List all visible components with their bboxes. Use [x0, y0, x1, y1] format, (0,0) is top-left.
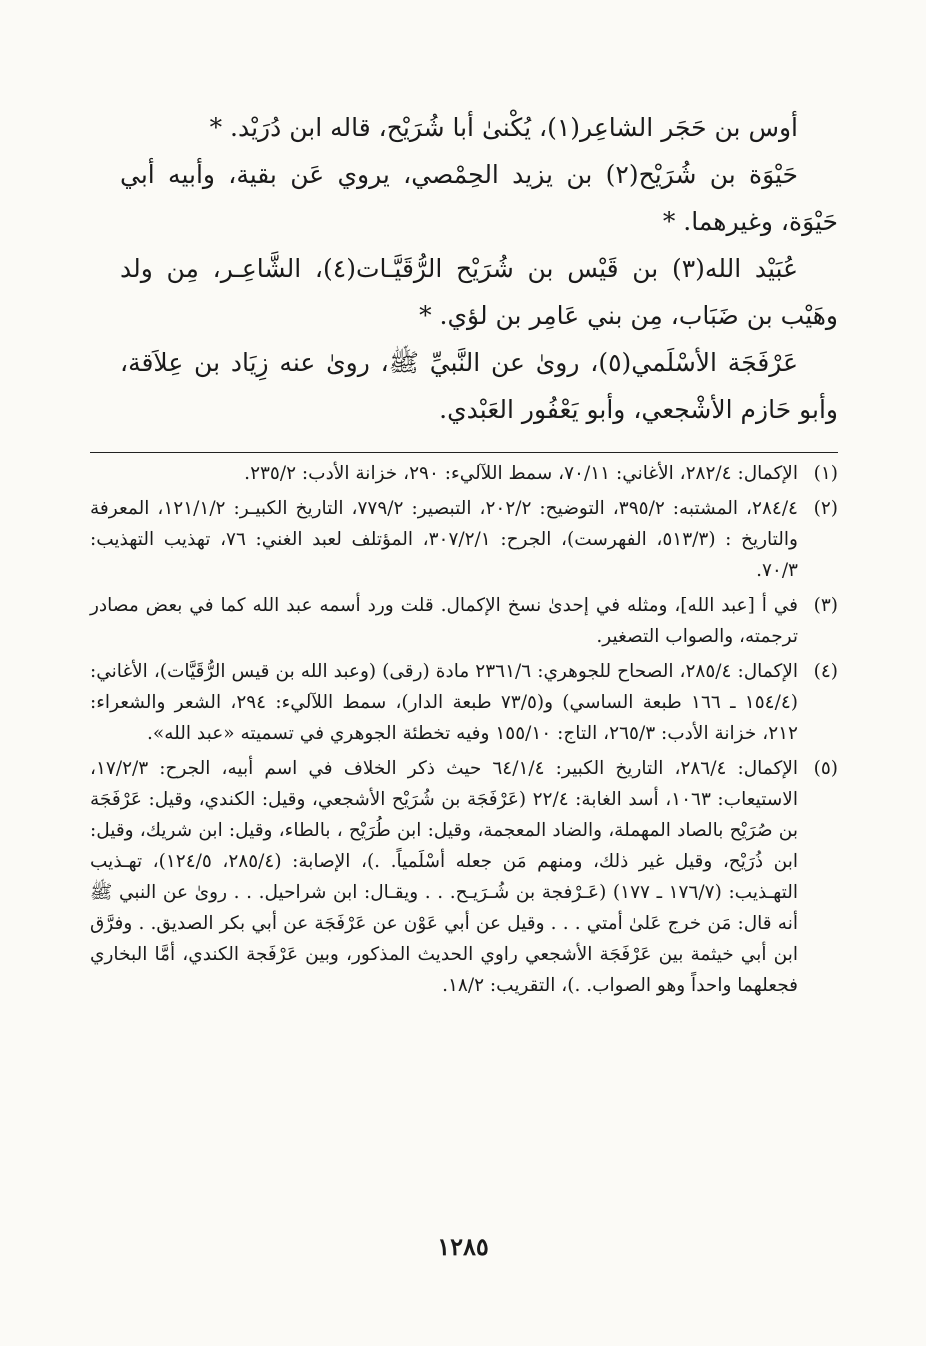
footnote-separator: [90, 452, 838, 453]
footnote-number: (٥): [813, 758, 838, 779]
entry-arfaja: عَرْفَجَة الأسْلَمي(٥)، روىٰ عن النَّبيِّ ﷺ، روىٰ عنه زِيَاد بن عِلاَقة، وأبو حَازم الأشْجعي، وأبو يَعْفُور العَبْدي.: [120, 348, 838, 424]
footnote-number: (١): [813, 463, 838, 484]
footnote-text: الإكمال: ٢٨٦/٤، التاريخ الكبير: ٦٤/١/٤ حيث ذكر الخلاف في اسم أبيه، الجرح: ١٧/٢/٣، الاستيعاب: ١٠٦٣، أسد الغابة: ٢٢/٤ (عَرْفَجَة بن شُرَيْح الأشجعي، وقيل: الكندي، وقيل: عَرْفَجَة بن صُرَيْح بالصاد المهملة، والضاد المعجمة، وقيل: ابن طُرَيْح ، بالطاء، وقيل: ابن شريك، وقيل: ابن ذُرَيْح، وقيل غير ذلك، ومنهم مَن جعله أسْلَمياً. .)، الإصابة: (٢٨٥/٤، ١٢٤/٥)، تهـذيب التهـذيب: (١٧٦/٧ ـ ١٧٧) (عَـرْفجة بن شُـرَيـح. . . ويقـال: ابن شراحيل. . . روىٰ عن النبي ﷺ أنه قال: مَن خرج عَلىٰ أمتي . . . وقيل عن أبي عَوْن عن عَرْفَجَة عن أبي بكر الصديق. . وفرَّق ابن أبي خيثمة بين عَرْفَجَة الأشجعي راوي الحديث المذكور، وبين عَرْفَجة الكندي، أمَّا البخاري فجعلهما واحداً وهو الصواب. .)، التقريب: ١٨/٢.: [90, 758, 799, 996]
footnote-3: [90, 590, 838, 652]
footnote-text: ٢٨٤/٤، المشتبه: ٣٩٥/٢، التوضيح: ٢٠٢/٢، التبصير: ٧٧٩/٢، التاريخ الكبيـر: ١٢١/١/٢، المعرفة والتاريخ : (٥١٣/٣، الفهرست)، الجرح: ٣٠٧/٢/١، المؤتلف لعبد الغني: ٧٦، تهذيب التهذيب: ٧٠/٣.: [90, 498, 798, 581]
main-text: [120, 104, 838, 433]
footnote-number: (٤): [813, 661, 838, 682]
footnote-number: (٢): [813, 498, 838, 519]
footnote-text: الإكمال: ٢٨٥/٤، الصحاح للجوهري: ٢٣٦١/٦ مادة (رقى) (وعبد الله بن قيس الرُّقَيَّات)، الأغاني: (١٥٤/٤ ـ ١٦٦ طبعة الساسي) و(٧٣/٥ طبعة الدار)، سمط اللآليء: ٢٩٤، الشعر والشعراء: ٢١٢، خزانة الأدب: ٢٦٥/٣، التاج: ١٥٥/١٠ وفيه تخطئة الجوهري في تسميته «عبد الله».: [90, 661, 799, 744]
footnote-4: [90, 656, 838, 749]
footnote-1: [90, 458, 838, 489]
entry-haywa: حَيْوَة بن شُرَيْح(٢) بن يزيد الحِمْصي، يروي عَن بقية، وأبيه أبي حَيْوَة، وغيرهما. *: [120, 160, 838, 236]
entry-aws: أوس بن حَجَر الشاعِر(١)، يُكْنىٰ أبا شُرَيْح، قاله ابن دُرَيْد. *: [209, 113, 798, 142]
footnotes: [90, 458, 838, 1005]
footnote-5: [90, 753, 838, 1001]
footnote-2: [90, 493, 838, 586]
footnote-text: في أ [عبد الله]، ومثله في إحدىٰ نسخ الإكمال. قلت ورد أسمه عبد الله كما في بعض مصادر ترجمته، والصواب التصغير.: [90, 595, 798, 647]
entry-ubaydullah: عُبَيْد الله(٣) بن قَيْس بن شُرَيْح الرُّقَيَّـات(٤)، الشَّاعِـر، مِن ولد وهَيْب بن ضَبَاب، مِن بني عَامِر بن لؤي. *: [120, 254, 838, 330]
footnote-number: (٣): [813, 595, 838, 616]
page-number: ١٢٨٥: [437, 1232, 489, 1261]
footnote-text: الإكمال: ٢٨٢/٤، الأغاني: ٧٠/١١، سمط اللآليء: ٢٩٠، خزانة الأدب: ٢٣٥/٢.: [244, 463, 798, 484]
